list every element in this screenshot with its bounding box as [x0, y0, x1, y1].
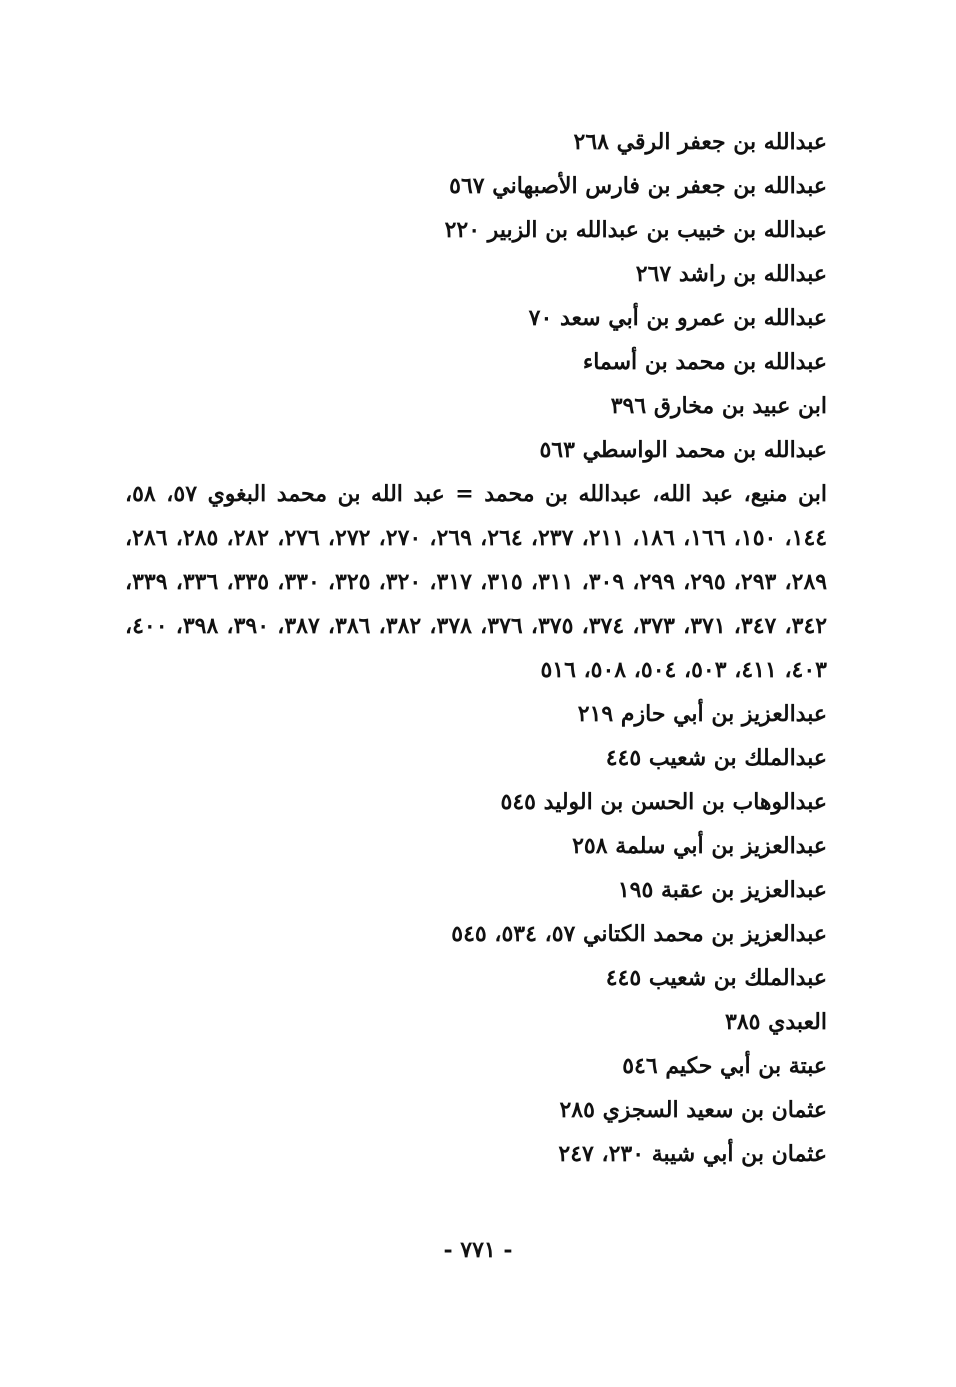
index-entry: عبدالله بن جعفر بن فارس الأصبهاني ٥٦٧	[449, 173, 827, 199]
index-entry: عبدالله بن محمد الواسطي ٥٦٣	[539, 437, 827, 463]
index-entry-long: ابن منيع، عبد الله، عبدالله بن محمد = عبد الله بن محمد البغوي ٥٧، ٥٨، ١٤٤، ١٥٠، ١٦٦، ١٨٦، ٢١١، ٢٣٧، ٢٦٤، ٢٦٩، ٢٧٠، ٢٧٢، ٢٧٦، ٢٨٢، ٢٨٥، ٢٨٦، ٢٨٩، ٢٩٣، ٢٩٥، ٢٩٩، ٣٠٩، ٣١١، ٣١٥، ٣١٧، ٣٢٠، ٣٢٥، ٣٣٠، ٣٣٥، ٣٣٦، ٣٣٩، ٣٤٢، ٣٤٧، ٣٧١، ٣٧٣، ٣٧٤، ٣٧٥، ٣٧٦، ٣٧٨، ٣٨٢، ٣٨٦، ٣٨٧، ٣٩٠، ٣٩٨، ٤٠٠، ٤٠٣، ٤١١، ٥٠٣، ٥٠٤، ٥٠٨، ٥١٦	[125, 481, 828, 683]
index-entry: عبدالوهاب بن الحسن بن الوليد ٥٤٥	[500, 789, 827, 815]
index-entry: عبدالله بن خبيب بن عبدالله بن الزبير ٢٢٠	[444, 217, 827, 243]
index-entry: عثمان بن سعيد السجزي ٢٨٥	[559, 1097, 827, 1123]
index-entry: عبدالعزيز بن محمد الكتاني ٥٧، ٥٣٤، ٥٤٥	[451, 921, 827, 947]
index-entry: عبدالله بن عمرو بن أبي سعد ٧٠	[528, 305, 827, 331]
index-entry: ابن عبيد بن مخارق ٣٩٦	[610, 393, 827, 419]
page-number: - ٧٧١ -	[443, 1237, 513, 1263]
index-entry: عبتة بن أبي حكيم ٥٤٦	[622, 1053, 827, 1079]
name-index-list	[125, 120, 827, 1176]
index-entry: العبدي ٣٨٥	[725, 1009, 827, 1035]
index-entry: عثمان بن أبي شيبة ٢٣٠، ٢٤٧	[558, 1141, 827, 1167]
index-entry: عبدالعزيز بن عقبة ١٩٥	[617, 877, 827, 903]
index-entry: عبدالله بن راشد ٢٦٧	[635, 261, 827, 287]
index-entry: عبدالملك بن شعيب ٤٤٥	[605, 965, 827, 991]
index-entry: عبدالعزيز بن أبي سلمة ٢٥٨	[572, 833, 827, 859]
index-entry: عبدالملك بن شعيب ٤٤٥	[605, 745, 827, 771]
index-entry: عبدالله بن محمد بن أسماء	[582, 349, 827, 375]
index-entry: عبدالعزيز بن أبي حازم ٢١٩	[577, 701, 827, 727]
index-entry: عبدالله بن جعفر الرقي ٢٦٨	[573, 129, 827, 155]
